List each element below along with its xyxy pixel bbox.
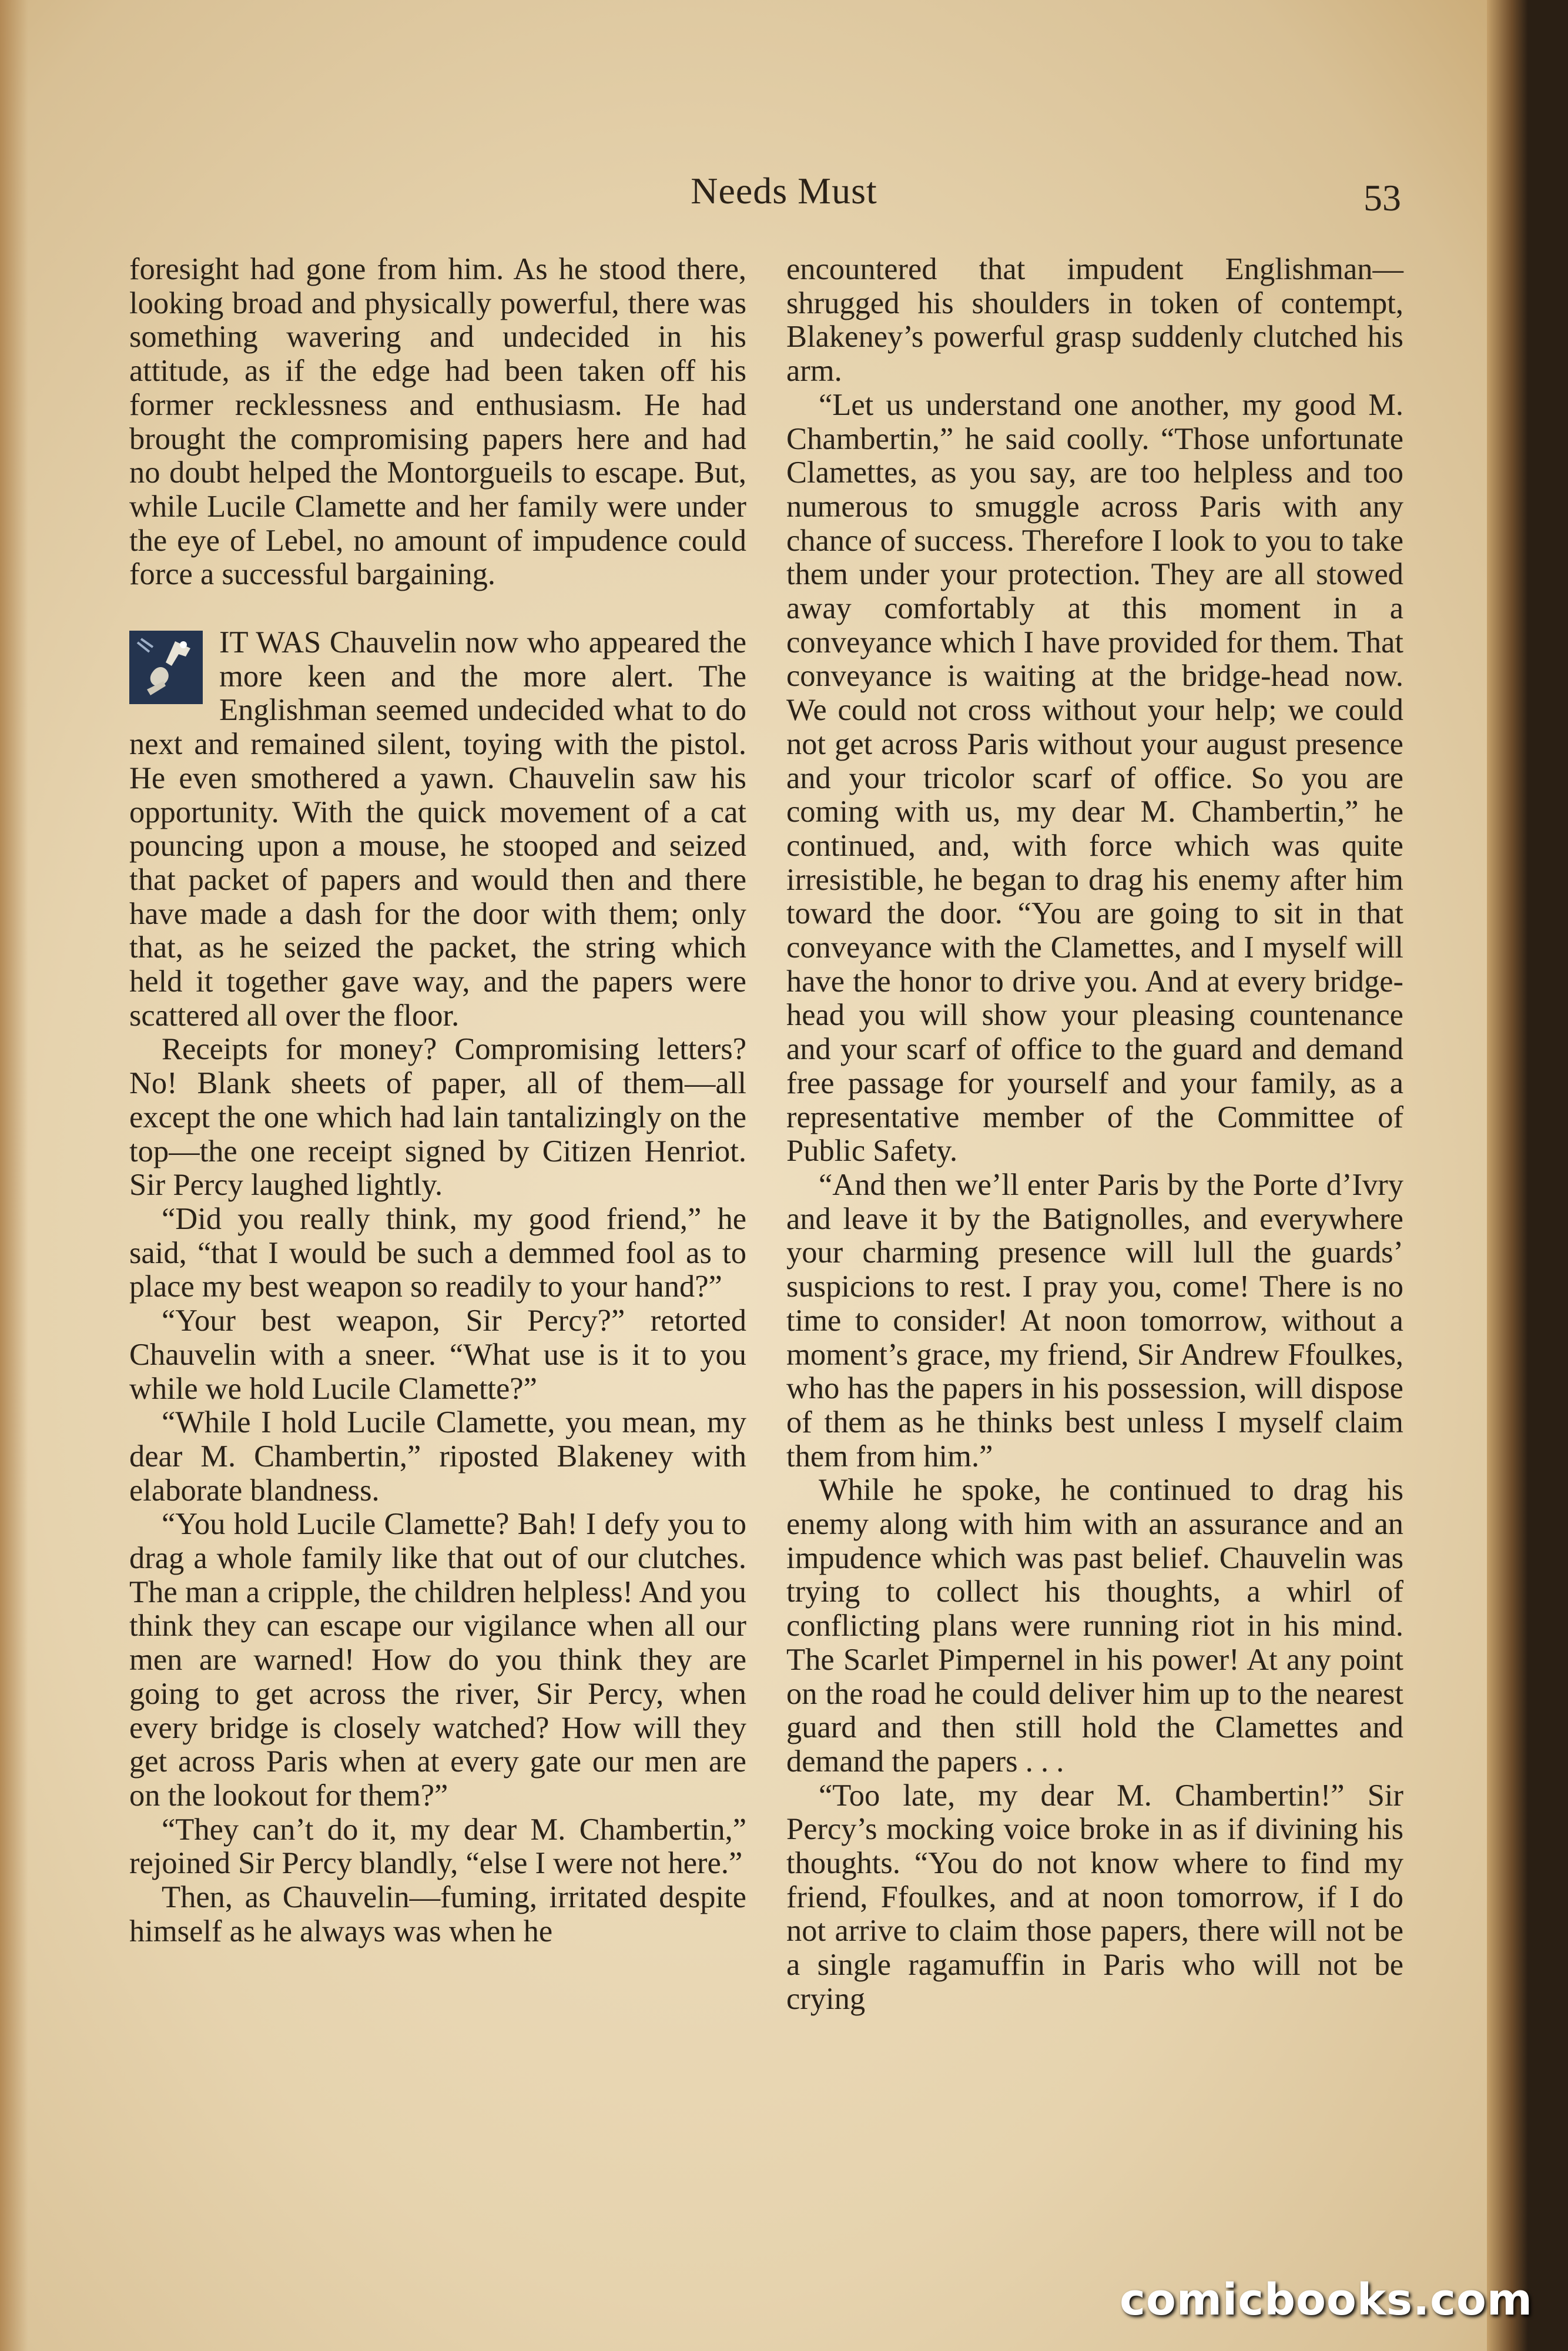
right-column: [786, 253, 1403, 2017]
paragraph: “Too late, my dear M. Chambertin!” Sir Percy’s mocking voice broke in as if divining his thoughts. “You do not know where to find my friend, Ffoulkes, and at noon tomorrow, if I do not arrive to claim those papers, there will not be a single ragamuffin in Paris who will not be crying: [786, 1778, 1403, 2016]
decorative-dropcap-illustration: [129, 631, 203, 704]
page-number: 53: [1363, 177, 1401, 219]
paragraph: foresight had gone from him. As he stood there, looking broad and physically powerful, there was something wavering and undecided in his attitude, as if the edge had been taken off his former recklessness and enthusiasm. He had brought the compromising papers here and had no doubt helped the Montorgueils to escape. But, while Lucile Clamette and her family were under the eye of Lebel, no amount of impudence could force a successful bargaining.: [129, 252, 746, 592]
paragraph: “Let us understand one another, my good M. Chambertin,” he said coolly. “Those unfortunate Clamettes, as you say, are too helpless and too numerous to smuggle across Paris with any chance of success. Therefore I look to you to take them under your protection. They are all stowed away comfortably at this moment in a conveyance which I have provided for them. That conveyance is waiting at the bridge-head now. We could not cross without your help; we could not get across Paris without your august presence and your tricolor scarf of office. So you are coming with us, my dear M. Chambertin,” he continued, and, with force which was quite irresistible, he began to drag his enemy after him toward the door. “You are going to sit in that conveyance with the Clamettes, and I myself will have the honor to drive you. And at every bridge-head you will show your pleasing countenance and your scarf of office to the guard and demand free passage for yourself and your family, as a representative member of the Committee of Public Safety.: [786, 387, 1403, 1168]
paragraph-with-dropcap: [129, 626, 746, 1033]
page-spine-shadow: [0, 0, 28, 2351]
paragraph: Receipts for money? Compromising letters? No! Blank sheets of paper, all of them—all except the one which had lain tantalizingly on the top—the one receipt signed by Citizen Henriot. Sir Percy laughed lightly.: [129, 1032, 746, 1203]
paragraph: “And then we’ll enter Paris by the Porte d’Ivry and leave it by the Batignolles, and everywhere your charming presence will lull the guards’ suspicions to rest. I pray you, come! There is no time to consider! At noon tomorrow, without a moment’s grace, my friend, Sir Andrew Ffoulkes, who has the papers in his possession, will dispose of them as he thinks best unless I myself claim them from him.”: [786, 1167, 1403, 1473]
paragraph: “They can’t do it, my dear M. Chambertin,” rejoined Sir Percy blandly, “else I were not here.”: [129, 1812, 746, 1881]
paragraph: While he spoke, he continued to drag his enemy along with him with an assurance and an impudence which was past belief. Chauvelin was trying to collect his thoughts, a whirl of conflicting plans were running riot in his mind. The Scarlet Pimpernel in his power! At any point on the road he could deliver him up to the nearest guard and then still hold the Clamettes and demand the papers . . .: [786, 1473, 1403, 1779]
running-header-title: Needs Must: [691, 170, 877, 212]
paragraph: encountered that impudent Englishman—shrugged his shoulders in token of contempt, Blakeney’s powerful grasp suddenly clutched his arm.: [786, 252, 1403, 389]
paragraph: “Your best weapon, Sir Percy?” retorted Chauvelin with a sneer. “What use is it to you while we hold Lucile Clamette?”: [129, 1304, 746, 1406]
paragraph: “Did you really think, my good friend,” he said, “that I would be such a demmed fool as to place my best weapon so readily to your hand?”: [129, 1201, 746, 1304]
page-edge: [1487, 0, 1528, 2351]
paragraph: “You hold Lucile Clamette? Bah! I defy you to drag a whole family like that out of our clutches. The man a cripple, the children helpless! And you think they can escape our vigilance when all our men are warned! How do you think they are going to get across the river, Sir Percy, when every bridge is closely watched? How will they get across Paris when at every gate our men are on the lookout for them?”: [129, 1507, 746, 1813]
dropcap-figure-icon: [129, 631, 203, 704]
paragraph: “While I hold Lucile Clamette, you mean, my dear M. Chambertin,” riposted Blakeney with elaborate blandness.: [129, 1405, 746, 1508]
paragraph-text: IT WAS Chauvelin now who appeared the more keen and the more alert. The Englishman seemed undecided what to do next and remained silent, toying with the pistol. He even smothered a yawn. Chauvelin saw his opportunity. With the quick movement of a cat pouncing upon a mouse, he stooped and seized that packet of papers and would then and there have made a dash for the door with them; only that, as he seized the packet, the string which held it together gave way, and the papers were scattered all over the floor.: [129, 625, 746, 1033]
paragraph: Then, as Chauvelin—fuming, irritated despite himself as he always was when he: [129, 1880, 746, 1948]
watermark: comicbooks.com: [1120, 2275, 1533, 2325]
left-column: [129, 253, 746, 1948]
